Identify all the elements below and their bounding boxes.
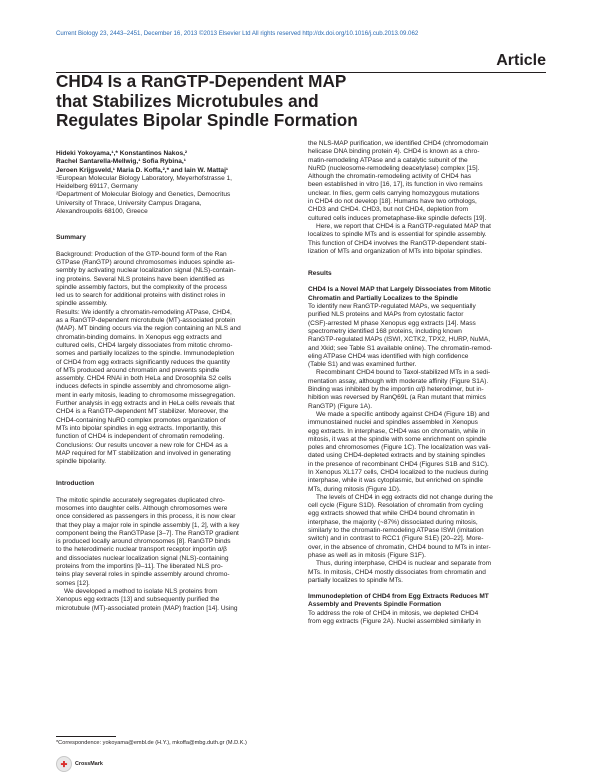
results-line: Binding was inhibited by the importin α/β heterodimer, but in- (308, 386, 484, 394)
intro-line: microtubule (MT)-associated protein (MAP) fraction [14]. Using (56, 604, 238, 612)
affiliation-line: Heidelberg 69117, Germany (56, 183, 138, 191)
intro-line: and dissociates nuclear localization signal (NLS)-containing (56, 554, 229, 562)
summary-line: sembly by activating nuclear localization signal (NLS)-contain- (56, 267, 236, 275)
author-line: Rachel Santarella-Mellwig,¹ Sofia Rybina,¹ (56, 158, 186, 166)
summary-line: Background: Production of the GTP-bound form of the Ran (56, 250, 227, 258)
crossmark-icon: ✚ (56, 756, 72, 772)
affiliation-line: ¹European Molecular Biology Laboratory, Meyerhofstrasse 1, (56, 174, 233, 182)
summary-line: induces defects in spindle assembly and chromosome align- (56, 383, 231, 391)
subheading-line: Chromatin and Partially Localizes to the Spindle (308, 294, 458, 302)
results-line: mentation assay, although with moderate affinity (Figure S1A). (308, 377, 489, 385)
footnote-rule (56, 736, 116, 737)
author-line: Hideki Yokoyama,¹,* Konstantinos Nakos,² (56, 150, 188, 157)
crossmark-badge[interactable] (56, 756, 103, 772)
intro-cont-line: unclear. In flies, germ cells carrying homozygous mutations (308, 189, 480, 197)
intro-cont-line: matin-remodeling ATPase and a catalytic subunit of the (308, 156, 468, 164)
intro-cont-line: NuRD (nucleosome-remodeling deacetylase) complex [15]. (308, 164, 480, 172)
intro-line: teins play several roles in spindle assembly around chromo- (56, 571, 230, 579)
results-subheading-1 (308, 286, 548, 303)
results-line: eling ATPase CHD4 was identified with high confidence (308, 352, 469, 360)
results-line: similarly to the chromatin-remodeling ATPase ISWI (imitation (308, 527, 484, 535)
subheading-line: CHD4 Is a Novel MAP that Largely Dissociates from Mitotic (308, 286, 491, 294)
summary-line: spindle bipolarity. (56, 458, 107, 466)
introduction-heading: Introduction (56, 480, 95, 488)
summary-line: MAP required for MT stabilization and involved in generating (56, 449, 231, 457)
intro-cont-line: lization of MTs and organization of MTs into bipolar spindles. (308, 247, 483, 255)
crossmark-label: CrossMark (75, 761, 103, 767)
spacer (308, 256, 548, 270)
intro-line: to the heterodimeric nuclear transport receptor importin α/β (56, 546, 227, 554)
results-line: switch) and in contrast to RCC1 (Figure S1E) [20–22]. More- (308, 535, 484, 543)
author-list (56, 150, 296, 175)
summary-line: as a RanGTP-dependent microtubule (MT)-associated protein (56, 317, 236, 325)
intro-line: somes [12]. (56, 579, 90, 587)
summary-line: MTs into bipolar spindles in egg extracts. Importantly, this (56, 424, 222, 432)
spacer (56, 466, 296, 480)
intro-line: mosomes into daughter cells. Although chromosomes were (56, 504, 228, 512)
results-line: The levels of CHD4 in egg extracts did not change during the (316, 493, 493, 501)
results-line: Thus, during interphase, CHD4 is nuclear and separate from (316, 560, 492, 568)
summary-line: Results: We identify a chromatin-remodeling ATPase, CHD4, (56, 308, 232, 316)
intro-cont-line: been established in vitro [16, 17], its function in vivo remains (308, 181, 483, 189)
results-heading: Results (308, 270, 332, 278)
results-line: interphase, while it was cytoplasmic, but enriched on spindle (308, 477, 484, 485)
results-line: egg extracts. In interphase, CHD4 was on chromatin, while in (308, 427, 486, 435)
intro-cont-line: CHD3 and CHD4. CHD3, but not CHD4, depletion from (308, 206, 469, 214)
summary-line: CHD4-containing NuRD complex promotes organization of (56, 416, 226, 424)
affiliation-line: Alexandroupolis 68100, Greece (56, 208, 148, 216)
results-line: dated using CHD4-depleted extracts and by staining spindles (308, 452, 486, 460)
summary-line: GTPase (RanGTP) around chromosomes induces spindle as- (56, 258, 235, 266)
results-line: egg extracts showed that while CHD4 bound chromatin in (308, 510, 475, 518)
intro-cont-line: localizes to spindle MTs and is essential for spindle assembly. (308, 231, 487, 239)
spacer (308, 278, 548, 286)
affiliation-line: University of Thrace, University Campus Dragana, (56, 199, 202, 207)
intro-cont-line: helicase DNA binding protein 4). CHD4 is known as a chro- (308, 148, 480, 156)
intro-line: is produced locally around chromosomes [8]. RanGTP binds (56, 538, 231, 546)
summary-line: function of CHD4 is independent of chromatin remodeling. (56, 433, 225, 441)
subheading-line: Assembly and Prevents Spindle Formation (308, 601, 442, 609)
article-type-label: Article (496, 52, 546, 69)
intro-line: component being the RanGTPase [3–7]. The RanGTP gradient (56, 529, 239, 537)
intro-line: Xenopus egg extracts [13] and subsequently purified the (56, 596, 220, 604)
results-subheading-2 (308, 593, 548, 610)
results-text-1 (308, 303, 548, 585)
results-line: MTs. In mitosis, CHD4 mostly dissociates from chromatin and (308, 568, 486, 576)
results-line: Recombinant CHD4 bound to Taxol-stabilized MTs in a sedi- (316, 369, 491, 377)
correspondence-footnote[interactable]: *Correspondence: yokoyama@embl.de (H.Y.), mkoffa@mbg.duth.gr (M.D.K.) (56, 740, 247, 746)
author-line: Jeroen Krijgsveld,¹ Maria D. Koffa,²,* and Iain W. Mattaj¹ (56, 166, 229, 174)
intro-cont-line: Although the chromatin-remodeling activity of CHD4 has (308, 173, 472, 181)
results-line: spectrometry identified 168 proteins, including known (308, 327, 462, 335)
summary-text (56, 251, 296, 467)
summary-line: Further analysis in egg extracts and in HeLa cells reveals that (56, 400, 235, 408)
summary-line: spindle assembly factors, but the complexity of the process (56, 283, 228, 291)
intro-line: The mitotic spindle accurately segregates duplicated chro- (56, 496, 225, 504)
summary-line: ment in early mitosis, leading to chromosome missegregation. (56, 391, 236, 399)
summary-line: led us to search for additional proteins with distinct roles in (56, 292, 226, 300)
spacer (56, 243, 296, 251)
results-line: immunostained nuclei and spindles assembled in Xenopus (308, 419, 478, 427)
right-column (308, 140, 548, 626)
results-line: phase as well as in mitosis (Figure S1F). (308, 551, 426, 559)
intro-cont-line: in CHD4 do not develop [18]. Humans have two orthologs, (308, 198, 477, 206)
spacer (308, 585, 548, 593)
results-line: over, in the absence of chromatin, CHD4 bound to MTs in inter- (308, 543, 491, 551)
results-line: RanGTP) (Figure 1A). (308, 402, 373, 410)
results-line: poles and chromosomes (Figure 1C). The localization was vali- (308, 444, 491, 452)
introduction-text (56, 497, 296, 613)
title-line: that Stabilizes Microtubules and (56, 90, 319, 111)
summary-line: (MAP). MT binding occurs via the region containing an NLS and (56, 325, 241, 333)
results-line: from egg extracts (Figure 2A). Nuclei assembled similarly in (308, 618, 481, 626)
summary-heading: Summary (56, 234, 86, 242)
intro-line: proteins from the importins [9–11]. The liberated NLS pro- (56, 563, 223, 571)
intro-cont-line: the NLS-MAP purification, we identified CHD4 (chromodomain (308, 140, 489, 147)
intro-continued-text (308, 140, 548, 256)
intro-line: once considered as passengers in this process, it is now clear (56, 513, 236, 521)
results-line: purified NLS proteins and MAPs from cytostatic factor (308, 311, 464, 319)
affiliation-line: ²Department of Molecular Biology and Genetics, Democritus (56, 191, 231, 199)
results-line: and Xkid; see Table S1 available online). The chromatin-remod- (308, 344, 493, 352)
summary-line: spindle assembly. (56, 300, 108, 308)
journal-citation[interactable]: Current Biology 23, 2443–2451, December 16, 2013 ©2013 Elsevier Ltd All rights reserved http://dx.doi.org/10.1016/j.cub.2013.09.062 (56, 30, 419, 37)
summary-line: ing proteins. Several NLS proteins have been identified as (56, 275, 225, 283)
results-line: We made a specific antibody against CHD4 (Figure 1B) and (316, 410, 490, 418)
intro-cont-line: cultured cells induces prometaphase-like spindle defects [19]. (308, 214, 487, 222)
results-line: RanGTP-regulated MAPs (ISWI, XCTK2, TPX2, HURP, NuMA, (308, 336, 491, 344)
summary-line: CHD4 is a RanGTP-dependent MT stabilizer. Moreover, the (56, 408, 229, 416)
summary-line: of CHD4 from egg extracts significantly reduces the quantity (56, 358, 230, 366)
summary-line: of MTs produced around chromatin and prevents spindle (56, 366, 220, 374)
results-line: (CSF)-arrested M phase Xenopus egg extracts [14]. Mass (308, 319, 476, 327)
intro-line: that they play a major role in spindle assembly [1, 2], with a key (56, 521, 240, 529)
results-line: hibition was reversed by RanQ69L (a Ran mutant that mimics (308, 394, 487, 402)
results-line: In Xenopus XL177 cells, CHD4 localized to the nucleus during (308, 468, 489, 476)
results-line: To address the role of CHD4 in mitosis, we depleted CHD4 (308, 609, 479, 617)
intro-cont-line: This function of CHD4 involves the RanGTP-dependent stabi- (308, 239, 487, 247)
results-line: mitosis, it was at the spindle with some enrichment on spindle (308, 435, 487, 443)
spacer (56, 489, 296, 497)
intro-cont-line: Here, we report that CHD4 is a RanGTP-regulated MAP that (316, 222, 491, 230)
summary-line: cultured cells, CHD4 largely dissociates from mitotic chromo- (56, 341, 233, 349)
results-line: cell cycle (Figure S1D). Resolation of chromatin from cycling (308, 502, 484, 510)
results-line: MTs, during mitosis (Figure 1D). (308, 485, 401, 493)
summary-line: somes and partially localizes to the spindle. Immunodepletion (56, 350, 234, 358)
results-text-2 (308, 610, 548, 627)
intro-line: We developed a method to isolate NLS proteins from (64, 587, 218, 595)
results-line: To identify new RanGTP-regulated MAPs, we sequentially (308, 303, 476, 311)
title-line: CHD4 Is a RanGTP-Dependent MAP (56, 71, 347, 91)
results-line: partially localizes to spindle MTs. (308, 576, 403, 584)
subheading-line: Immunodepletion of CHD4 from Egg Extracts Reduces MT (308, 593, 489, 601)
results-line: in the presence of recombinant CHD4 (Figures S1B and S1C). (308, 460, 489, 468)
results-line: interphase, the majority (~87%) dissociated during mitosis, (308, 518, 478, 526)
article-title (56, 72, 456, 131)
title-line: Regulates Bipolar Spindle Formation (56, 110, 358, 131)
summary-line: Conclusions: Our results uncover a new role for CHD4 as a (56, 441, 228, 449)
summary-line: chromatin-binding domains. In Xenopus egg extracts and (56, 333, 222, 341)
left-column (56, 150, 296, 613)
results-line: (Table S1) and was examined further. (308, 361, 417, 369)
spacer (56, 216, 296, 234)
summary-line: assembly. CHD4 RNAi in both HeLa and Drosophila S2 cells (56, 375, 232, 383)
affiliations (56, 175, 296, 216)
